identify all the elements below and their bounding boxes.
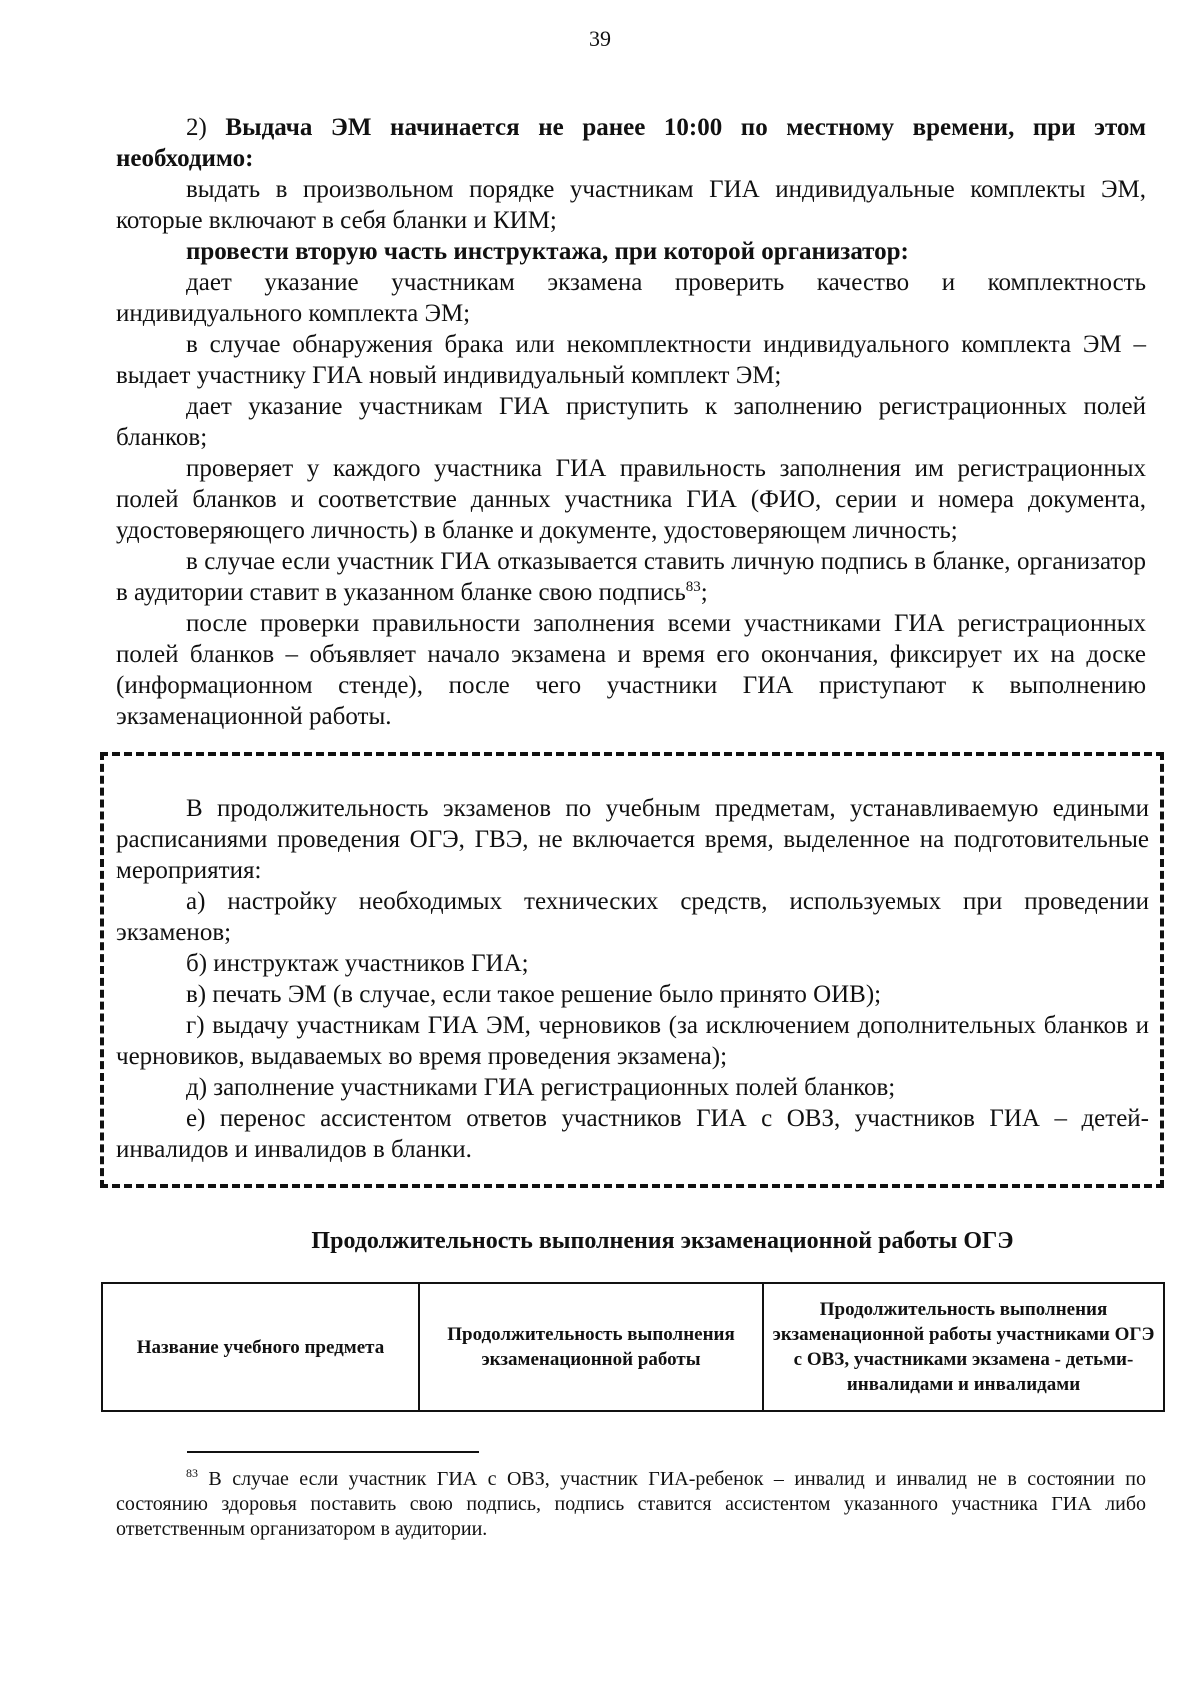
- paragraph-second-briefing: [116, 236, 1146, 267]
- table-header-row: [102, 1283, 1164, 1411]
- note-item-b: б) инструктаж участников ГИА;: [186, 950, 529, 977]
- footnote: [116, 1467, 1146, 1542]
- paragraph-issue-kits: выдать в произвольном порядке участникам ГИА индивидуальные комплекты ЭМ, которые включают в себя бланки и КИМ;: [116, 176, 1146, 234]
- paragraph-fill-registration: дает указание участникам ГИА приступить к заполнению регистрационных полей бланков;: [116, 393, 1146, 451]
- note-item-d: д) заполнение участниками ГИА регистрационных полей бланков;: [186, 1074, 896, 1101]
- paragraph-defect-replacement: в случае обнаружения брака или некомплектности индивидуального комплекта ЭМ – выдает участнику ГИА новый индивидуальный комплект ЭМ;: [116, 331, 1146, 389]
- paragraph-verify-fields: проверяет у каждого участника ГИА правильность заполнения им регистрационных полей бланков и соответствие данных участника ГИА (ФИО, серии и номера документа, удостоверяющего личность) в бланке и документе, удостоверяющем личность;: [116, 455, 1146, 544]
- paragraph-signature-refusal: [116, 546, 1146, 608]
- item-number: 2): [186, 114, 226, 141]
- note-intro: В продолжительность экзаменов по учебным предметам, устанавливаемую едиными расписаниями проведения ОГЭ, ГВЭ, не включается время, выделенное на подготовительные мероприятия:: [116, 795, 1149, 884]
- dashed-note-box: [100, 752, 1164, 1188]
- note-item-v: в) печать ЭМ (в случае, если такое решение было принято ОИВ);: [186, 981, 882, 1008]
- duration-table: [101, 1282, 1165, 1412]
- note-item-g: г) выдачу участникам ГИА ЭМ, черновиков (за исключением дополнительных бланков и черновиков, выдаваемых во время проведения экзамена);: [116, 1012, 1149, 1070]
- footnote-separator: [187, 1451, 479, 1453]
- note-item-e: е) перенос ассистентом ответов участников ГИА с ОВЗ, участников ГИА – детей-инвалидов и инвалидов в бланки.: [116, 1105, 1149, 1163]
- footnote-reference: 83: [685, 579, 701, 595]
- paragraph-issue-start: [116, 112, 1146, 174]
- signature-text: в случае если участник ГИА отказывается ставить личную подпись в бланке, организатор в аудитории ставит в указанном бланке свою подпись: [116, 548, 1146, 606]
- issue-start-bold: Выдача ЭМ начинается не ранее 10:00 по местному времени, при этом необходимо:: [116, 114, 1146, 172]
- main-text: [116, 112, 1146, 732]
- header-duration: Продолжительность выполнения экзаменационной работы: [419, 1283, 763, 1411]
- paragraph-check-quality: дает указание участникам экзамена проверить качество и комплектность индивидуального комплекта ЭМ;: [116, 269, 1146, 327]
- signature-end: ;: [700, 579, 708, 606]
- section-title: Продолжительность выполнения экзаменационной работы ОГЭ: [311, 1228, 1014, 1254]
- paragraph-exam-start: после проверки правильности заполнения всеми участниками ГИА регистрационных полей бланков – объявляет начало экзамена и время его окончания, фиксирует их на доске (информационном стенде), после чего участники ГИА приступают к выполнению экзаменационной работы.: [116, 610, 1146, 730]
- second-briefing-bold: провести вторую часть инструктажа, при которой организатор:: [186, 238, 909, 265]
- note-item-a: а) настройку необходимых технических средств, используемых при проведении экзаменов;: [116, 888, 1149, 946]
- header-duration-ovz: Продолжительность выполнения экзаменационной работы участниками ОГЭ с ОВЗ, участниками экзамена - детьми-инвалидами и инвалидами: [763, 1283, 1164, 1411]
- page-number: 39: [589, 26, 611, 51]
- footnote-marker: 83: [186, 1466, 198, 1480]
- header-subject: Название учебного предмета: [102, 1283, 419, 1411]
- footnote-text: [116, 1467, 1146, 1542]
- footnote-body: В случае если участник ГИА с ОВЗ, участник ГИА-ребенок – инвалид и инвалид не в состоянии по состоянию здоровья поставить свою подпись, подпись ставится ассистентом указанного участника ГИА либо ответственным организатором в аудитории.: [116, 1468, 1146, 1540]
- note-content: [116, 793, 1149, 1165]
